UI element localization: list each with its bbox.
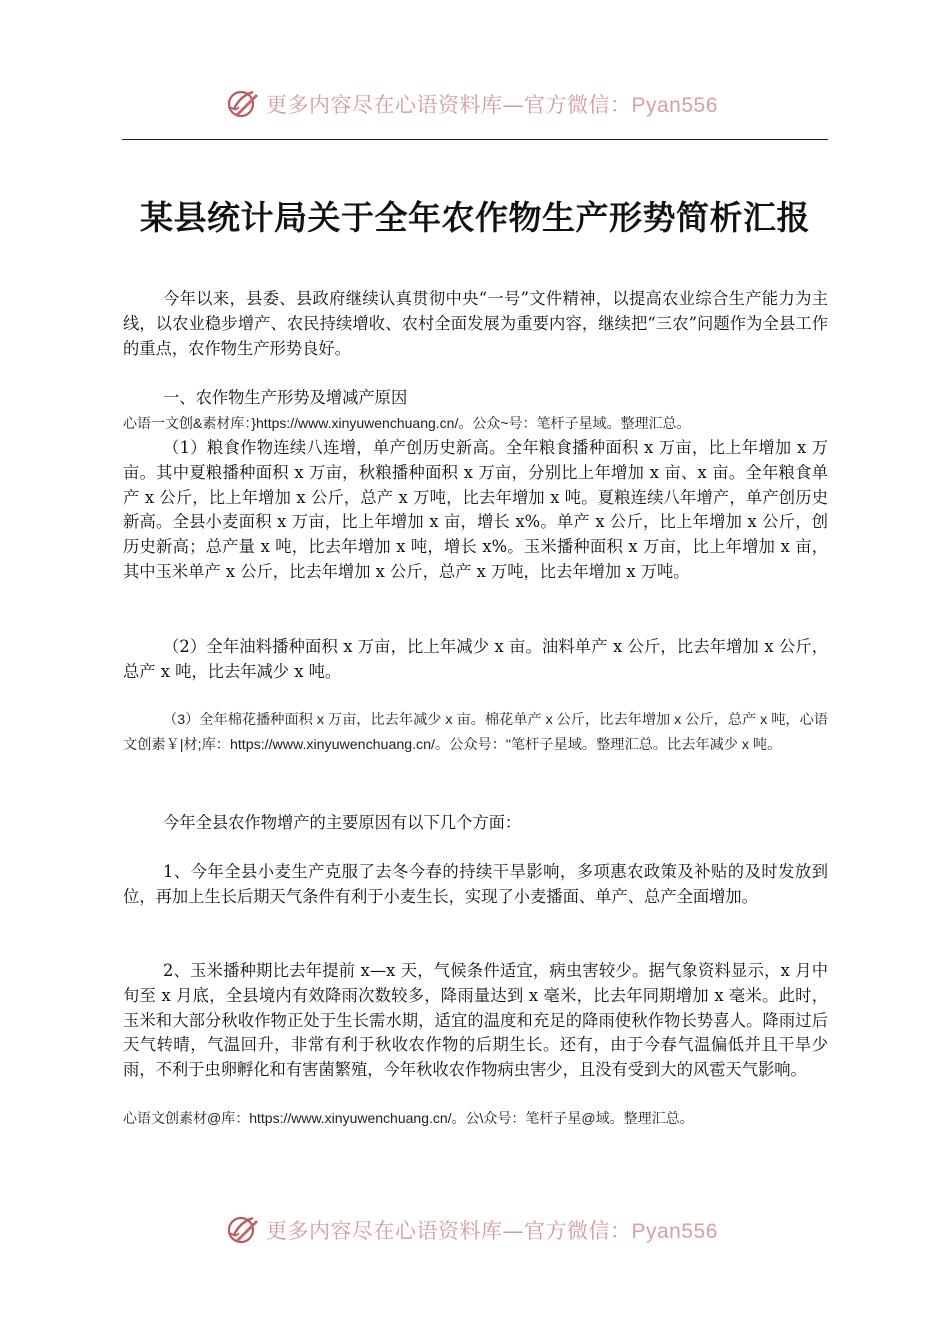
- watermark-line: 心语一文创&素材库：}https://www.xinyuwenchuang.cn/。公众~号：笔杆子星域。整理汇总。: [123, 415, 691, 431]
- reasons-intro: 今年全县农作物增产的主要原因有以下几个方面：: [163, 813, 522, 832]
- wechat-id: Pyan556: [631, 1220, 718, 1243]
- header-banner-text: 更多内容尽在心语资料库—官方微信：Pyan556: [266, 93, 718, 117]
- header-divider: [122, 139, 828, 140]
- pen-logo-icon: [226, 87, 260, 121]
- oil-paragraph: （2）全年油料播种面积 x 万亩，比上年减少 x 亩。油料单产 x 公斤，比去年增加 x 公斤，总产 x 吨，比去年减少 x 吨。: [123, 637, 828, 681]
- watermark-line: 心语文创素材@库：https://www.xinyuwenchuang.cn/。公\众号：笔杆子星@域。整理汇总。: [123, 1110, 694, 1126]
- footer-banner: [0, 1210, 950, 1250]
- header-banner: [0, 84, 950, 124]
- footer-banner-text: 更多内容尽在心语资料库—官方微信：Pyan556: [266, 1219, 718, 1243]
- reason-1-paragraph: 1、今年全县小麦生产克服了去冬今春的持续干旱影响，多项惠农政策及补贴的及时发放到位，再加上生长后期天气条件有利于小麦生长，实现了小麦播面、单产、总产全面增加。: [123, 862, 828, 906]
- wechat-id: Pyan556: [631, 94, 718, 117]
- intro-paragraph: 今年以来，县委、县政府继续认真贯彻中央“一号”文件精神，以提高农业综合生产能力为主线，以农业稳步增产、农民持续增收、农村全面发展为重要内容，继续把“三农”问题作为全县工作的重点，农作物生产形势良好。: [123, 289, 828, 358]
- cotton-paragraph: （3）全年棉花播种面积 x 万亩，比去年减少 x 亩。棉花单产 x 公斤，比去年增加 x 公斤，总产 x 吨，心语文创素￥|材;库：https://www.xinyuwenchuang.cn/。公众号："笔杆子星域。整理汇总。比去年减少 x 吨。: [123, 712, 828, 753]
- pen-logo-icon: [226, 1213, 260, 1247]
- document-title: 某县统计局关于全年农作物生产形势简析汇报: [140, 198, 810, 237]
- grain-paragraph: （1）粮食作物连续八连增，单产创历史新高。全年粮食播种面积 x 万亩，比上年增加 x 万亩。其中夏粮播种面积 x 万亩，秋粮播种面积 x 万亩，分别比上年增加 x 亩、x 亩。全年粮食单产 x 公斤，比上年增加 x 公斤，总产 x 万吨，比去年增加 x 吨。夏粮连续八年增产，单产创历史新高。全县小麦面积 x 万亩，比上年增加 x 亩，增长 x%。单产 x 公斤，比上年增加 x 公斤，创历史新高；总产量 x 吨，比去年增加 x 吨，增长 x%。玉米播种面积 x 万亩，比上年增加 x 亩，其中玉米单产 x 公斤，比去年增加 x 公斤，总产 x 万吨，比去年增加 x 万吨。: [123, 438, 828, 581]
- reason-2-paragraph: 2、玉米播种期比去年提前 x—x 天，气候条件适宜，病虫害较少。据气象资料显示，x 月中旬至 x 月底，全县境内有效降雨次数较多，降雨量达到 x 毫米，比去年同期增加 x 毫米。此时，玉米和大部分秋收作物正处于生长需水期，适宜的温度和充足的降雨使秋作物长势喜人。降雨过后天气转晴，气温回升，非常有利于秋收农作物的后期生长。还有，由于今春气温偏低并且干旱少雨，不利于虫卵孵化和有害菌繁殖，今年秋收农作物病虫害少，且没有受到大的风雹天气影响。: [123, 961, 828, 1080]
- section1-heading: 一、农作物生产形势及增减产原因: [163, 388, 408, 407]
